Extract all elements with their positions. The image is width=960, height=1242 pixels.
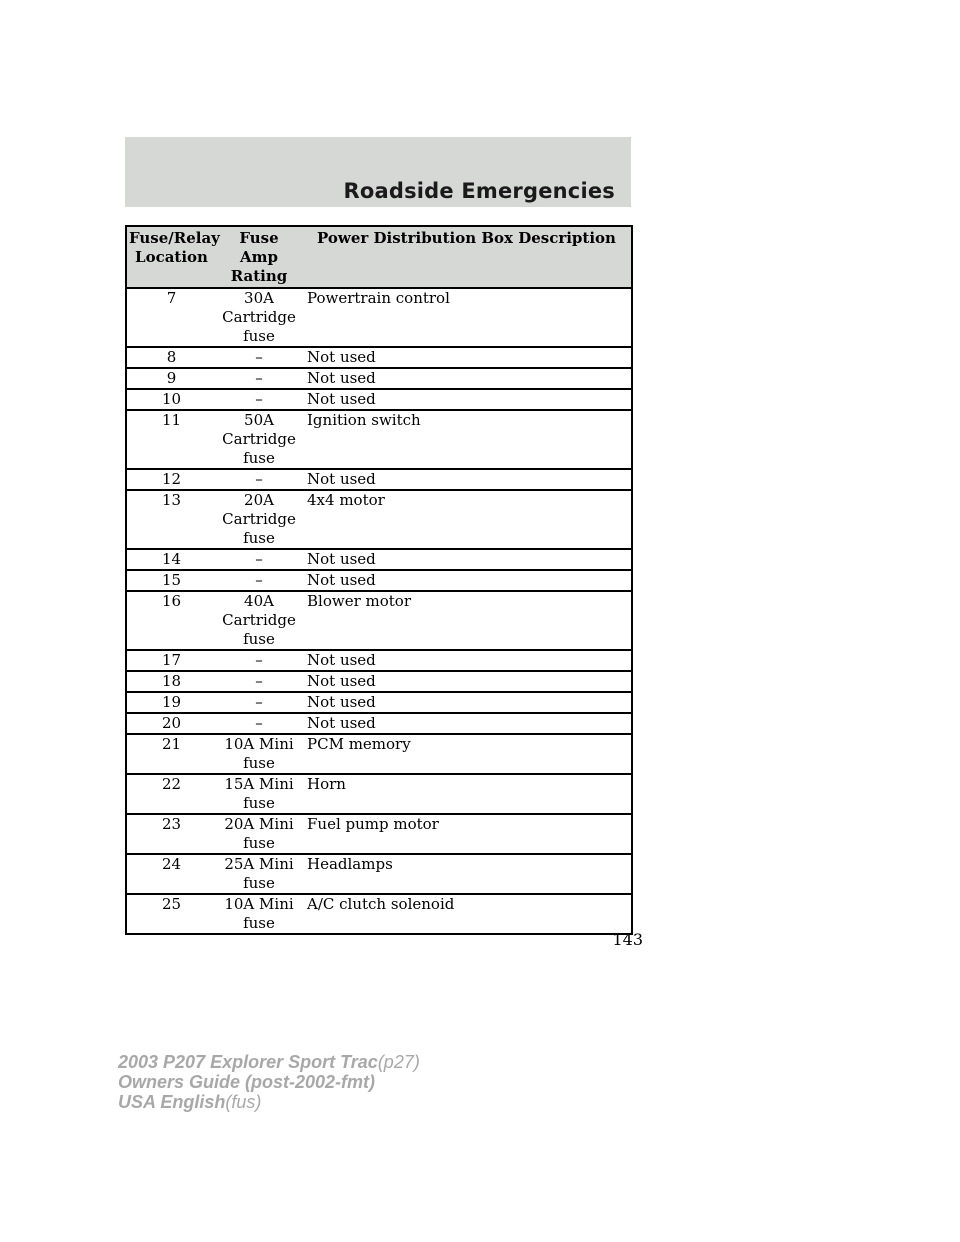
amp-rating-line: fuse xyxy=(243,834,275,852)
cell-description: PCM memory xyxy=(302,734,632,774)
amp-rating-line: Cartridge xyxy=(222,308,296,326)
table-row xyxy=(126,894,632,934)
cell-amp-rating xyxy=(216,734,302,774)
cell-location: 18 xyxy=(126,671,216,692)
amp-rating-line: – xyxy=(255,714,263,732)
table-row xyxy=(126,774,632,814)
table-row xyxy=(126,692,632,713)
amp-rating-line: – xyxy=(255,651,263,669)
cell-description: Not used xyxy=(302,549,632,570)
section-header-band xyxy=(125,137,631,207)
cell-description: Not used xyxy=(302,389,632,410)
table-body xyxy=(126,288,632,934)
cell-location: 9 xyxy=(126,368,216,389)
cell-description: 4x4 motor xyxy=(302,490,632,549)
amp-rating-line: fuse xyxy=(243,449,275,467)
cell-location: 14 xyxy=(126,549,216,570)
amp-rating-line: 20A xyxy=(244,491,274,509)
amp-rating-line: fuse xyxy=(243,914,275,932)
cell-description: Not used xyxy=(302,650,632,671)
cell-location: 15 xyxy=(126,570,216,591)
amp-rating-line: – xyxy=(255,348,263,366)
cell-location: 13 xyxy=(126,490,216,549)
amp-rating-line: – xyxy=(255,390,263,408)
footer-line-3 xyxy=(118,1092,420,1112)
cell-amp-rating xyxy=(216,774,302,814)
cell-amp-rating xyxy=(216,713,302,734)
table-row xyxy=(126,854,632,894)
fuse-table xyxy=(125,225,633,935)
amp-rating-line: fuse xyxy=(243,327,275,345)
amp-rating-line: 20A Mini xyxy=(224,815,294,833)
cell-location: 19 xyxy=(126,692,216,713)
amp-rating-line: Cartridge xyxy=(222,611,296,629)
cell-description: Powertrain control xyxy=(302,288,632,347)
header-location xyxy=(126,226,220,288)
table-header-row xyxy=(126,226,632,288)
cell-amp-rating xyxy=(216,490,302,549)
cell-amp-rating xyxy=(216,854,302,894)
cell-amp-rating xyxy=(216,469,302,490)
cell-amp-rating xyxy=(216,650,302,671)
amp-rating-line: – xyxy=(255,571,263,589)
table-row xyxy=(126,591,632,650)
amp-rating-line: fuse xyxy=(243,794,275,812)
amp-rating-line: 50A xyxy=(244,411,274,429)
table-row xyxy=(126,469,632,490)
footer-line-1-bold: 2003 P207 Explorer Sport Trac xyxy=(118,1052,378,1072)
header-amp-line1: Fuse Amp xyxy=(239,229,279,266)
amp-rating-line: fuse xyxy=(243,529,275,547)
header-description: Power Distribution Box Description xyxy=(302,226,632,288)
table-row xyxy=(126,368,632,389)
amp-rating-line: 15A Mini xyxy=(224,775,294,793)
table-row xyxy=(126,549,632,570)
cell-amp-rating xyxy=(216,368,302,389)
table-row xyxy=(126,650,632,671)
cell-amp-rating xyxy=(216,389,302,410)
footer-line-1-light: (p27) xyxy=(377,1052,420,1072)
table-row xyxy=(126,490,632,549)
amp-rating-line: – xyxy=(255,672,263,690)
amp-rating-line: 30A xyxy=(244,289,274,307)
cell-amp-rating xyxy=(216,894,302,934)
table-row xyxy=(126,713,632,734)
table-row xyxy=(126,671,632,692)
amp-rating-line: fuse xyxy=(243,874,275,892)
header-amp-line2: Rating xyxy=(230,267,288,285)
cell-location: 21 xyxy=(126,734,216,774)
table-row xyxy=(126,570,632,591)
cell-amp-rating xyxy=(216,692,302,713)
table-row xyxy=(126,389,632,410)
cell-location: 8 xyxy=(126,347,216,368)
cell-location: 17 xyxy=(126,650,216,671)
amp-rating-line: 10A Mini xyxy=(224,895,294,913)
cell-description: Not used xyxy=(302,671,632,692)
section-title: Roadside Emergencies xyxy=(343,179,615,203)
amp-rating-line: – xyxy=(255,693,263,711)
cell-description: Fuel pump motor xyxy=(302,814,632,854)
cell-location: 12 xyxy=(126,469,216,490)
amp-rating-line: 10A Mini xyxy=(224,735,294,753)
page-number: 143 xyxy=(612,930,643,949)
cell-location: 20 xyxy=(126,713,216,734)
footer-line-1 xyxy=(118,1052,420,1072)
cell-description: Ignition switch xyxy=(302,410,632,469)
footer xyxy=(118,1052,420,1112)
table-row xyxy=(126,410,632,469)
amp-rating-line: fuse xyxy=(243,754,275,772)
cell-location: 23 xyxy=(126,814,216,854)
cell-description: Horn xyxy=(302,774,632,814)
cell-description: Not used xyxy=(302,469,632,490)
amp-rating-line: fuse xyxy=(243,630,275,648)
cell-location: 24 xyxy=(126,854,216,894)
table-row xyxy=(126,734,632,774)
amp-rating-line: – xyxy=(255,470,263,488)
cell-description: Not used xyxy=(302,368,632,389)
cell-description: Not used xyxy=(302,692,632,713)
footer-line-3-light: (fus) xyxy=(225,1092,262,1112)
cell-location: 25 xyxy=(126,894,216,934)
cell-location: 11 xyxy=(126,410,216,469)
amp-rating-line: Cartridge xyxy=(222,510,296,528)
amp-rating-line: 40A xyxy=(244,592,274,610)
amp-rating-line: – xyxy=(255,550,263,568)
cell-location: 10 xyxy=(126,389,216,410)
table-row xyxy=(126,288,632,347)
cell-description: Not used xyxy=(302,713,632,734)
table-row xyxy=(126,347,632,368)
header-amp xyxy=(216,226,302,288)
header-location-line1: Fuse/Relay xyxy=(129,229,220,247)
cell-amp-rating xyxy=(216,288,302,347)
table-row xyxy=(126,814,632,854)
footer-line-2-bold: Owners Guide (post-2002-fmt) xyxy=(118,1072,376,1092)
cell-description: Not used xyxy=(302,570,632,591)
footer-line-3-bold: USA English xyxy=(118,1092,226,1112)
cell-description: Blower motor xyxy=(302,591,632,650)
header-location-line2: Location xyxy=(135,248,208,266)
amp-rating-line: – xyxy=(255,369,263,387)
cell-amp-rating xyxy=(216,671,302,692)
cell-amp-rating xyxy=(216,410,302,469)
footer-line-2 xyxy=(118,1072,420,1092)
cell-location: 7 xyxy=(126,288,216,347)
amp-rating-line: 25A Mini xyxy=(224,855,294,873)
cell-description: A/C clutch solenoid xyxy=(302,894,632,934)
amp-rating-line: Cartridge xyxy=(222,430,296,448)
cell-amp-rating xyxy=(216,591,302,650)
cell-description: Not used xyxy=(302,347,632,368)
cell-amp-rating xyxy=(216,570,302,591)
cell-description: Headlamps xyxy=(302,854,632,894)
cell-location: 22 xyxy=(126,774,216,814)
cell-amp-rating xyxy=(216,814,302,854)
cell-amp-rating xyxy=(216,549,302,570)
cell-location: 16 xyxy=(126,591,216,650)
cell-amp-rating xyxy=(216,347,302,368)
